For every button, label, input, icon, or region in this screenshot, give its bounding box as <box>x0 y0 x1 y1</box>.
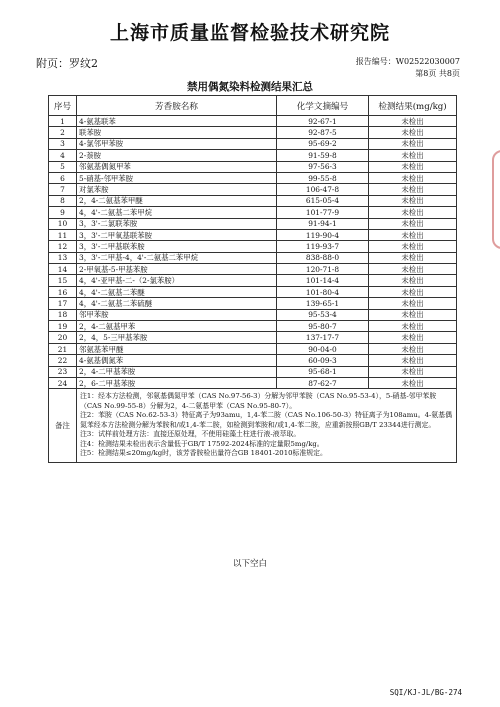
page-number: 第8页 共8页 <box>415 69 460 78</box>
cell-amine-name: 4，4'-亚甲基-二-（2-氯苯胺） <box>77 275 277 286</box>
cell-amine-name: 2，6-二甲基苯胺 <box>77 377 277 388</box>
cell-cas-number: 95-53-4 <box>277 309 369 320</box>
cell-index: 8 <box>49 195 77 206</box>
cell-result: 未检出 <box>369 150 457 161</box>
cell-cas-number: 139-65-1 <box>277 298 369 309</box>
table-row <box>49 229 457 240</box>
cell-cas-number: 101-14-4 <box>277 275 369 286</box>
table-row <box>49 184 457 195</box>
cell-cas-number: 87-62-7 <box>277 377 369 388</box>
cell-amine-name: 邻甲苯胺 <box>77 309 277 320</box>
cell-index: 19 <box>49 321 77 332</box>
table-row <box>49 377 457 388</box>
cell-result: 未检出 <box>369 298 457 309</box>
table-row <box>49 116 457 127</box>
table-row <box>49 321 457 332</box>
cell-result: 未检出 <box>369 275 457 286</box>
cell-result: 未检出 <box>369 116 457 127</box>
cell-amine-name: 3，3'-二甲基联苯胺 <box>77 241 277 252</box>
table-row <box>49 332 457 343</box>
cell-cas-number: 615-05-4 <box>277 195 369 206</box>
cell-index: 18 <box>49 309 77 320</box>
cell-result: 未检出 <box>369 332 457 343</box>
table-row <box>49 150 457 161</box>
cell-index: 13 <box>49 252 77 263</box>
document-code: SQI/KJ-JL/BG-274 <box>389 688 462 697</box>
cell-amine-name: 3，3'-二甲氧基联苯胺 <box>77 229 277 240</box>
table-row <box>49 138 457 149</box>
cell-amine-name: 联苯胺 <box>77 127 277 138</box>
cell-result: 未检出 <box>369 252 457 263</box>
table-title: 禁用偶氮染料检测结果汇总 <box>187 81 313 93</box>
cell-index: 1 <box>49 116 77 127</box>
cell-result: 未检出 <box>369 172 457 183</box>
cell-index: 10 <box>49 218 77 229</box>
cell-amine-name: 3，3'-二甲基-4，4'-二氨基二苯甲烷 <box>77 252 277 263</box>
table-row <box>49 218 457 229</box>
cell-index: 9 <box>49 207 77 218</box>
cell-result: 未检出 <box>369 321 457 332</box>
cell-cas-number: 92-67-1 <box>277 116 369 127</box>
cell-amine-name: 2，4-二氨基苯甲醚 <box>77 195 277 206</box>
cell-result: 未检出 <box>369 138 457 149</box>
cell-index: 24 <box>49 377 77 388</box>
table-row <box>49 195 457 206</box>
cell-cas-number: 95-80-7 <box>277 321 369 332</box>
cell-index: 11 <box>49 229 77 240</box>
cell-amine-name: 对氯苯胺 <box>77 184 277 195</box>
table-row <box>49 127 457 138</box>
cell-result: 未检出 <box>369 127 457 138</box>
cell-index: 4 <box>49 150 77 161</box>
cell-result: 未检出 <box>369 195 457 206</box>
cell-cas-number: 101-77-9 <box>277 207 369 218</box>
cell-cas-number: 106-47-8 <box>277 184 369 195</box>
red-stamp-edge <box>492 150 500 249</box>
cell-cas-number: 91-59-8 <box>277 150 369 161</box>
cell-amine-name: 2，4-二甲基苯胺 <box>77 366 277 377</box>
cell-result: 未检出 <box>369 229 457 240</box>
table-header-row <box>49 96 457 116</box>
cell-cas-number: 90-04-0 <box>277 343 369 354</box>
note-1: 注1：经本方法检测，邻氨基偶氮甲苯（CAS No.97-56-3）分解为邻甲苯胺（CAS No.95-53-4），5-硝基-邻甲苯胺（CAS No.99-55-8）分解为2，4-二氨基甲苯（CAS No.95-80-7）。 <box>80 392 437 410</box>
table-row <box>49 298 457 309</box>
attachment-label: 附页：罗纹2 <box>36 57 98 70</box>
table-row <box>49 207 457 218</box>
blank-below-note: 以下空白 <box>232 559 267 569</box>
cell-result: 未检出 <box>369 377 457 388</box>
notes-row <box>49 389 457 463</box>
note-4: 注4：检测结果未检出表示含量低于GB/T 17592-2024标准的定量限5mg/kg。 <box>80 439 324 448</box>
cell-cas-number: 92-87-5 <box>277 127 369 138</box>
cell-result: 未检出 <box>369 264 457 275</box>
results-table <box>48 95 457 463</box>
cell-cas-number: 99-55-8 <box>277 172 369 183</box>
cell-amine-name: 邻氨基苯甲醚 <box>77 343 277 354</box>
cell-cas-number: 137-17-7 <box>277 332 369 343</box>
cell-amine-name: 3，3'-二氯联苯胺 <box>77 218 277 229</box>
column-header-cas-number: 化学文摘编号 <box>277 96 369 116</box>
cell-index: 15 <box>49 275 77 286</box>
table-row <box>49 286 457 297</box>
cell-result: 未检出 <box>369 161 457 172</box>
note-5: 注5：检测结果≤20mg/kg时，该芳香胺检出量符合GB 18401-2010标准规定。 <box>80 449 327 458</box>
cell-index: 14 <box>49 264 77 275</box>
cell-amine-name: 4，4'-二氨基二苯甲烷 <box>77 207 277 218</box>
cell-cas-number: 97-56-3 <box>277 161 369 172</box>
cell-index: 5 <box>49 161 77 172</box>
cell-result: 未检出 <box>369 218 457 229</box>
cell-index: 3 <box>49 138 77 149</box>
cell-cas-number: 120-71-8 <box>277 264 369 275</box>
cell-cas-number: 838-88-0 <box>277 252 369 263</box>
cell-index: 6 <box>49 172 77 183</box>
table-row <box>49 309 457 320</box>
cell-amine-name: 2-萘胺 <box>77 150 277 161</box>
institute-title: 上海市质量监督检验技术研究院 <box>109 22 390 44</box>
cell-result: 未检出 <box>369 366 457 377</box>
cell-result: 未检出 <box>369 207 457 218</box>
notes-label: 备注 <box>49 389 77 463</box>
cell-amine-name: 4-氨基联苯 <box>77 116 277 127</box>
table-row <box>49 275 457 286</box>
cell-cas-number: 91-94-1 <box>277 218 369 229</box>
cell-index: 2 <box>49 127 77 138</box>
cell-amine-name: 5-硝基-邻甲苯胺 <box>77 172 277 183</box>
cell-index: 22 <box>49 355 77 366</box>
table-row <box>49 355 457 366</box>
note-2: 注2：苯胺（CAS No.62-53-3）特征离子为93amu，1,4-苯二胺（CAS No.106-50-3）特征离子为108amu。4-氨基偶氮苯经本方法检测分解为苯胺和/或1,4-苯二胺，如检测到苯胺和/或1,4-苯二胺，应重新按照GB/T 23344进行测定。 <box>80 411 452 429</box>
column-header-index: 序号 <box>49 96 77 116</box>
cell-index: 17 <box>49 298 77 309</box>
cell-result: 未检出 <box>369 355 457 366</box>
notes-cell <box>77 389 457 463</box>
table-row <box>49 161 457 172</box>
column-header-result: 检测结果(mg/kg) <box>369 96 457 116</box>
cell-cas-number: 101-80-4 <box>277 286 369 297</box>
cell-index: 23 <box>49 366 77 377</box>
cell-cas-number: 95-69-2 <box>277 138 369 149</box>
table-row <box>49 264 457 275</box>
cell-cas-number: 95-68-1 <box>277 366 369 377</box>
table-row <box>49 252 457 263</box>
note-3: 注3：试样前处理方法：直接还原处理，不使用硅藻土柱进行液-液萃取。 <box>80 430 301 439</box>
cell-result: 未检出 <box>369 343 457 354</box>
cell-result: 未检出 <box>369 286 457 297</box>
table-row <box>49 241 457 252</box>
report-number: 报告编号：W02522030007 <box>355 57 460 66</box>
cell-index: 12 <box>49 241 77 252</box>
cell-cas-number: 119-90-4 <box>277 229 369 240</box>
cell-result: 未检出 <box>369 241 457 252</box>
cell-index: 21 <box>49 343 77 354</box>
cell-amine-name: 邻氨基偶氮甲苯 <box>77 161 277 172</box>
cell-amine-name: 2，4，5-三甲基苯胺 <box>77 332 277 343</box>
cell-index: 16 <box>49 286 77 297</box>
cell-cas-number: 60-09-3 <box>277 355 369 366</box>
table-row <box>49 343 457 354</box>
cell-amine-name: 4，4'-二氨基二苯醚 <box>77 286 277 297</box>
table-row <box>49 172 457 183</box>
column-header-amine-name: 芳香胺名称 <box>77 96 277 116</box>
cell-amine-name: 4，4'-二氨基二苯硫醚 <box>77 298 277 309</box>
cell-amine-name: 4-氯邻甲苯胺 <box>77 138 277 149</box>
table-row <box>49 366 457 377</box>
cell-result: 未检出 <box>369 309 457 320</box>
cell-result: 未检出 <box>369 184 457 195</box>
cell-cas-number: 119-93-7 <box>277 241 369 252</box>
cell-amine-name: 4-氨基偶氮苯 <box>77 355 277 366</box>
cell-amine-name: 2，4-二氨基甲苯 <box>77 321 277 332</box>
cell-index: 20 <box>49 332 77 343</box>
cell-index: 7 <box>49 184 77 195</box>
cell-amine-name: 2-甲氧基-5-甲基苯胺 <box>77 264 277 275</box>
table-body <box>49 116 457 463</box>
